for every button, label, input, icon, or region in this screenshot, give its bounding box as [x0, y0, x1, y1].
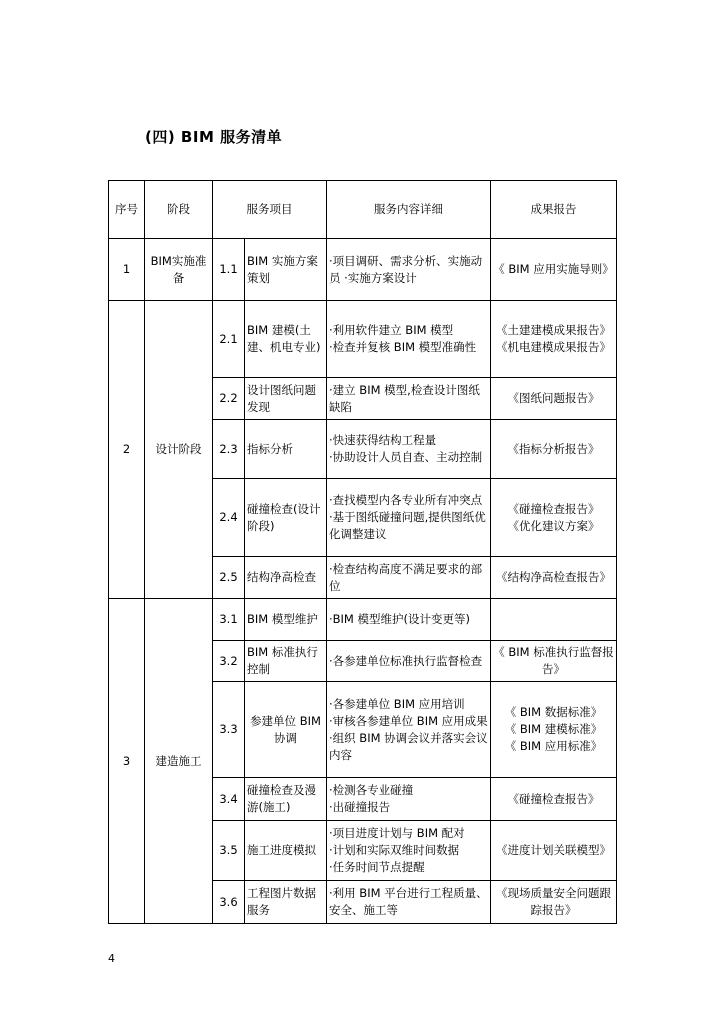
report-cell [491, 821, 617, 881]
detail-cell [327, 682, 491, 778]
report-cell [491, 641, 617, 682]
detail-line: ·任务时间节点提醒 [329, 860, 425, 874]
detail-cell [327, 881, 491, 924]
report-line: 《 BIM 数据标准》 [504, 705, 603, 719]
report-line: 《图纸问题报告》 [507, 391, 600, 405]
report-cell [491, 881, 617, 924]
report-cell [491, 778, 617, 821]
item-number: 2.4 [213, 479, 245, 557]
header-seq: 序号 [109, 181, 145, 239]
item-number: 3.1 [213, 599, 245, 641]
table-header-row [109, 181, 617, 239]
item-number: 3.2 [213, 641, 245, 682]
item-number: 3.5 [213, 821, 245, 881]
item-number: 3.4 [213, 778, 245, 821]
item-name: 工程图片数据服务 [245, 881, 327, 924]
detail-line: ·快速获得结构工程量 [329, 433, 437, 447]
report-line: 《优化建议方案》 [507, 518, 600, 533]
item-name: BIM 建模(土建、机电专业) [245, 301, 327, 378]
bim-service-table [108, 180, 617, 924]
item-number: 3.3 [213, 682, 245, 778]
stage-cell: 设计阶段 [145, 301, 213, 599]
detail-line: ·检查并复核 BIM 模型准确性 [329, 340, 477, 354]
detail-cell [327, 821, 491, 881]
detail-line: ·检测各专业碰撞 [329, 783, 414, 797]
report-line: 《碰撞检查报告》 [507, 791, 600, 806]
detail-line: ·利用 BIM 平台进行工程质量、安全、施工等 [329, 886, 488, 917]
item-name: 参建单位 BIM 协调 [245, 682, 327, 778]
seq-cell: 2 [109, 301, 145, 599]
header-report: 成果报告 [491, 181, 617, 239]
report-line: 《机电建模成果报告》 [496, 340, 611, 354]
report-cell [491, 479, 617, 557]
header-item: 服务项目 [213, 181, 327, 239]
item-name: 施工进度模拟 [245, 821, 327, 881]
detail-line: ·各参建单位 BIM 应用培训 [329, 696, 465, 711]
report-line: 《 BIM 应用标准》 [504, 739, 603, 753]
stage-cell: BIM实施准备 [145, 239, 213, 301]
detail-line: ·基于图纸碰撞问题,提供图纸优化调整建议 [329, 510, 486, 541]
detail-cell [327, 599, 491, 641]
item-name: 碰撞检查(设计阶段) [245, 479, 327, 557]
detail-cell [327, 778, 491, 821]
table-row [109, 599, 617, 641]
table-row [109, 239, 617, 301]
item-name: 指标分析 [245, 420, 327, 479]
detail-line: ·组织 BIM 协调会议并落实会议内容 [329, 730, 488, 762]
detail-line: ·计划和实际双维时间数据 [329, 843, 460, 857]
item-name: 结构净高检查 [245, 557, 327, 599]
detail-cell [327, 378, 491, 420]
item-name: BIM 实施方案策划 [245, 239, 327, 301]
detail-cell [327, 301, 491, 378]
item-number: 2.5 [213, 557, 245, 599]
report-cell [491, 301, 617, 378]
detail-line: ·利用软件建立 BIM 模型 [329, 323, 454, 337]
report-line: 《 BIM 应用实施导则》 [493, 262, 614, 276]
report-line: 《结构净高检查报告》 [496, 570, 611, 584]
report-line: 《土建建模成果报告》 [496, 323, 611, 337]
table-row [109, 301, 617, 378]
item-number: 2.2 [213, 378, 245, 420]
detail-line: ·BIM 模型维护(设计变更等) [329, 612, 470, 626]
report-line: 《碰撞检查报告》 [507, 501, 600, 516]
detail-cell [327, 420, 491, 479]
detail-line: ·审核各参建单位 BIM 应用成果 [329, 713, 488, 728]
item-name: BIM 模型维护 [245, 599, 327, 641]
item-number: 2.3 [213, 420, 245, 479]
detail-line: ·查找模型内各专业所有冲突点 [329, 493, 483, 507]
page-title: (四) BIM 服务清单 [145, 128, 283, 146]
detail-cell [327, 239, 491, 301]
detail-line: ·项目调研、需求分析、实施动员 ·实施方案设计 [329, 253, 483, 285]
item-number: 2.1 [213, 301, 245, 378]
detail-cell [327, 479, 491, 557]
detail-line: ·项目进度计划与 BIM 配对 [329, 826, 465, 840]
detail-cell [327, 641, 491, 682]
item-name: BIM 标准执行控制 [245, 641, 327, 682]
seq-cell: 3 [109, 599, 145, 924]
report-line: 《现场质量安全问题跟踪报告》 [496, 886, 611, 917]
report-cell [491, 420, 617, 479]
report-cell [491, 557, 617, 599]
stage-cell: 建造施工 [145, 599, 213, 924]
detail-line: ·建立 BIM 模型,检查设计图纸缺陷 [329, 382, 480, 414]
page-number: 4 [108, 952, 115, 965]
report-line: 《 BIM 建模标准》 [504, 722, 603, 736]
header-detail: 服务内容详细 [327, 181, 491, 239]
seq-cell: 1 [109, 239, 145, 301]
report-cell [491, 378, 617, 420]
report-cell [491, 239, 617, 301]
detail-line: ·协助设计人员自查、主动控制 [329, 450, 483, 464]
item-name: 设计图纸问题发现 [245, 378, 327, 420]
detail-line: ·检查结构高度不满足要求的部位 [329, 561, 483, 593]
detail-line: ·各参建单位标准执行监督检查 [329, 653, 483, 668]
report-cell [491, 599, 617, 641]
item-number: 1.1 [213, 239, 245, 301]
report-line: 《 BIM 标准执行监督报告》 [493, 645, 614, 676]
detail-line: ·出碰撞报告 [329, 800, 391, 814]
item-number: 3.6 [213, 881, 245, 924]
item-name: 碰撞检查及漫游(施工) [245, 778, 327, 821]
detail-cell [327, 557, 491, 599]
report-line: 《指标分析报告》 [507, 441, 600, 456]
report-cell [491, 682, 617, 778]
header-stage: 阶段 [145, 181, 213, 239]
report-line: 《进度计划关联模型》 [496, 843, 611, 857]
